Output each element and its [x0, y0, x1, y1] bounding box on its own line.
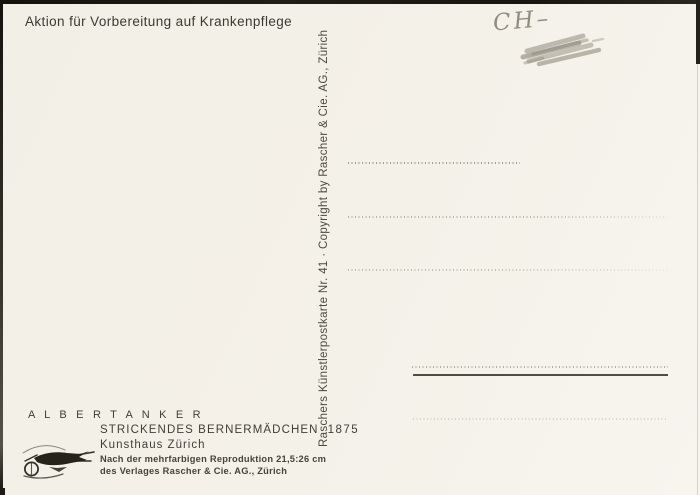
- address-line-2: [348, 216, 667, 218]
- scan-edge-right: [696, 0, 700, 64]
- work-year: 1875: [327, 424, 360, 436]
- address-rule-solid: [413, 374, 668, 376]
- work-title-text: STRICKENDES BERNERMÄDCHEN: [100, 424, 319, 436]
- scan-edge-right-faint: [697, 64, 698, 495]
- museum-name: Kunsthaus Zürich: [100, 439, 206, 451]
- handwritten-country-code: CH–: [491, 5, 553, 37]
- reproduction-note-line2: des Verlages Rascher & Cie. AG., Zürich: [100, 466, 288, 476]
- pencil-scribble-icon: [513, 27, 608, 69]
- scan-corner-mark: [0, 488, 5, 495]
- publisher-logo-sketch-icon: [15, 437, 97, 485]
- scan-edge-top: [0, 0, 700, 4]
- spine-imprint: Raschers Künstlerpostkarte Nr. 41 · Copyright by Rascher & Cie. AG., Zürich: [318, 29, 330, 447]
- artist-name: A L B E R T A N K E R: [28, 409, 204, 421]
- scan-edge-left: [0, 0, 3, 495]
- address-line-1: [348, 162, 520, 164]
- header-text: Aktion für Vorbereitung auf Krankenpflege: [25, 14, 293, 29]
- address-line-4: [412, 366, 668, 368]
- address-line-3: [348, 269, 668, 271]
- logo-body-shape: [34, 451, 89, 465]
- work-title: [100, 424, 359, 436]
- reproduction-note-line1: Nach der mehrfarbigen Reproduktion 21,5:26 cm: [100, 454, 327, 464]
- address-line-5: [413, 418, 668, 420]
